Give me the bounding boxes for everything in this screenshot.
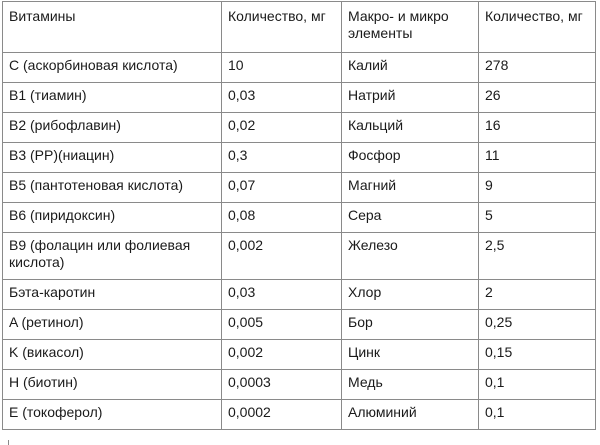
table-row [3, 113, 596, 143]
element-cell: Калий [342, 53, 479, 83]
element-cell: Натрий [342, 83, 479, 113]
element-amount-cell: 2,5 [479, 233, 596, 280]
element-amount-cell: 26 [479, 83, 596, 113]
element-cell: Фосфор [342, 143, 479, 173]
vitamin-amount-cell: 0,07 [222, 173, 342, 203]
vitamin-amount-cell: 0,002 [222, 340, 342, 370]
vitamin-cell: H (биотин) [3, 370, 222, 400]
vitamin-cell: B2 (рибофлавин) [3, 113, 222, 143]
vitamin-cell: E (токоферол) [3, 400, 222, 430]
element-amount-cell: 0,15 [479, 340, 596, 370]
vitamin-cell: A (ретинол) [3, 310, 222, 340]
element-amount-cell: 2 [479, 280, 596, 310]
vitamin-amount-cell: 0,3 [222, 143, 342, 173]
element-amount-cell: 0,1 [479, 400, 596, 430]
element-cell: Железо [342, 233, 479, 280]
element-cell: Магний [342, 173, 479, 203]
element-amount-cell: 9 [479, 173, 596, 203]
table-row [3, 53, 596, 83]
table-row [3, 233, 596, 280]
vitamin-amount-cell: 0,0002 [222, 400, 342, 430]
element-amount-cell: 0,25 [479, 310, 596, 340]
element-amount-cell: 16 [479, 113, 596, 143]
table-row [3, 400, 596, 430]
vitamin-cell: B9 (фолацин или фолиевая кислота) [3, 233, 222, 280]
table-row [3, 370, 596, 400]
table-row [3, 310, 596, 340]
element-amount-cell: 11 [479, 143, 596, 173]
table-row [3, 340, 596, 370]
vitamin-cell: B1 (тиамин) [3, 83, 222, 113]
element-cell: Кальций [342, 113, 479, 143]
vitamin-cell: B3 (PP)(ниацин) [3, 143, 222, 173]
element-amount-cell: 5 [479, 203, 596, 233]
element-amount-cell: 278 [479, 53, 596, 83]
table-header-row [3, 2, 596, 53]
header-vitamins: Витамины [3, 2, 222, 53]
vitamin-cell: K (викасол) [3, 340, 222, 370]
element-cell: Хлор [342, 280, 479, 310]
vitamin-cell: B6 (пиридоксин) [3, 203, 222, 233]
vitamin-amount-cell: 0,03 [222, 83, 342, 113]
element-cell: Цинк [342, 340, 479, 370]
vitamin-amount-cell: 0,0003 [222, 370, 342, 400]
element-cell: Сера [342, 203, 479, 233]
element-cell: Алюминий [342, 400, 479, 430]
header-elements: Макро- и микро элементы [342, 2, 479, 53]
vitamin-amount-cell: 0,02 [222, 113, 342, 143]
table-row [3, 173, 596, 203]
vitamin-cell: B5 (пантотеновая кислота) [3, 173, 222, 203]
vitamin-amount-cell: 10 [222, 53, 342, 83]
header-element-amount: Количество, мг [479, 2, 596, 53]
table-row [3, 203, 596, 233]
vitamin-amount-cell: 0,08 [222, 203, 342, 233]
vitamin-cell: C (аскорбиновая кислота) [3, 53, 222, 83]
element-amount-cell: 0,1 [479, 370, 596, 400]
vitamin-amount-cell: 0,005 [222, 310, 342, 340]
vitamin-amount-cell: 0,002 [222, 233, 342, 280]
table-row [3, 143, 596, 173]
table-row [3, 83, 596, 113]
element-cell: Бор [342, 310, 479, 340]
table-row [3, 280, 596, 310]
vitamin-amount-cell: 0,03 [222, 280, 342, 310]
table-continuation-line [8, 440, 9, 445]
nutrient-table [2, 1, 596, 430]
vitamin-cell: Бэта-каротин [3, 280, 222, 310]
element-cell: Медь [342, 370, 479, 400]
header-vitamin-amount: Количество, мг [222, 2, 342, 53]
